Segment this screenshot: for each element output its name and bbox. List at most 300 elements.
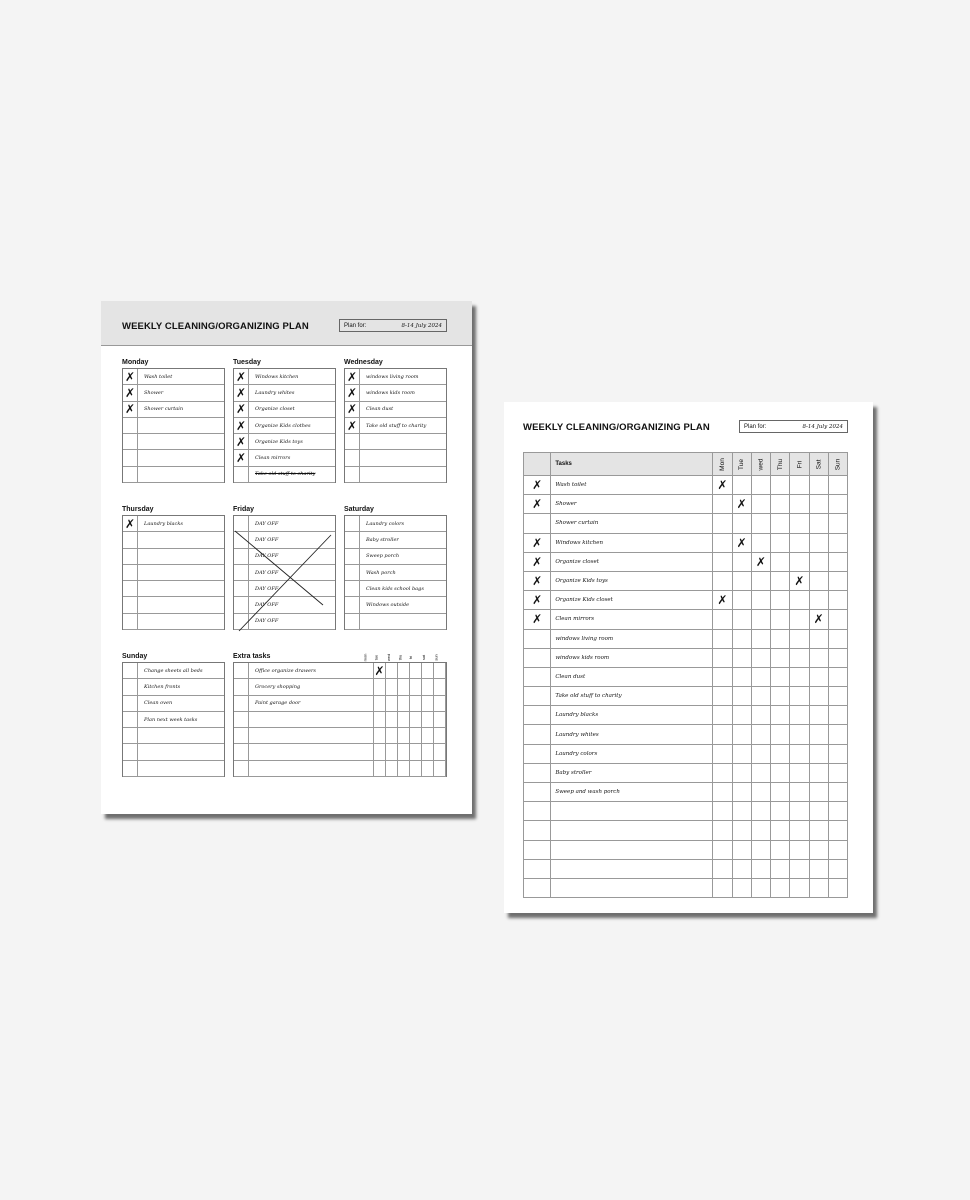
day-cell[interactable] [732, 533, 751, 552]
day-cell[interactable] [771, 648, 790, 667]
day-cell[interactable] [398, 761, 410, 776]
day-cell[interactable] [790, 476, 809, 495]
task-name[interactable]: Organize Kids toys [551, 571, 713, 590]
task-checkbox[interactable] [123, 581, 138, 596]
day-cell[interactable] [771, 591, 790, 610]
day-cell[interactable] [386, 712, 398, 727]
task-checkbox[interactable] [123, 597, 138, 612]
day-cell[interactable] [362, 761, 374, 776]
day-cell[interactable] [809, 763, 828, 782]
task-text[interactable]: Wash porch [366, 569, 396, 576]
task-text[interactable]: DAY OFF [255, 536, 279, 543]
task-done-checkbox[interactable] [524, 706, 551, 725]
day-cell[interactable] [434, 696, 446, 711]
task-checkbox[interactable] [123, 712, 138, 727]
day-cell[interactable] [809, 533, 828, 552]
day-cell[interactable] [771, 706, 790, 725]
task-checkbox[interactable] [234, 663, 249, 678]
day-cell[interactable] [828, 495, 847, 514]
day-cell[interactable] [790, 783, 809, 802]
day-cell[interactable] [809, 706, 828, 725]
task-text[interactable]: Windows outside [366, 602, 410, 609]
day-cell[interactable] [713, 476, 732, 495]
day-cell[interactable] [732, 821, 751, 840]
task-checkbox[interactable] [123, 549, 138, 564]
day-cell[interactable] [809, 591, 828, 610]
day-cell[interactable] [410, 761, 422, 776]
day-cell[interactable] [713, 725, 732, 744]
task-done-checkbox[interactable] [524, 687, 551, 706]
day-cell[interactable] [362, 744, 374, 759]
task-done-checkbox[interactable] [524, 552, 551, 571]
day-cell[interactable] [809, 744, 828, 763]
day-cell[interactable] [828, 725, 847, 744]
task-checkbox[interactable] [123, 696, 138, 711]
task-checkbox[interactable] [234, 744, 249, 759]
day-cell[interactable] [751, 744, 770, 763]
day-cell[interactable] [410, 744, 422, 759]
task-checkbox[interactable] [345, 385, 360, 400]
day-cell[interactable] [790, 878, 809, 897]
day-cell[interactable] [751, 878, 770, 897]
day-cell[interactable] [751, 591, 770, 610]
day-cell[interactable] [751, 859, 770, 878]
task-checkbox[interactable] [345, 581, 360, 596]
day-cell[interactable] [713, 648, 732, 667]
task-checkbox[interactable] [234, 434, 249, 449]
day-cell[interactable] [732, 802, 751, 821]
day-cell[interactable] [828, 821, 847, 840]
day-cell[interactable] [713, 706, 732, 725]
day-cell[interactable] [713, 878, 732, 897]
task-checkbox[interactable] [345, 532, 360, 547]
day-cell[interactable] [398, 679, 410, 694]
day-cell[interactable] [374, 744, 386, 759]
task-checkbox[interactable] [234, 369, 249, 384]
day-cell[interactable] [790, 763, 809, 782]
day-cell[interactable] [809, 840, 828, 859]
day-cell[interactable] [751, 706, 770, 725]
task-checkbox[interactable] [123, 418, 138, 433]
task-done-checkbox[interactable] [524, 571, 551, 590]
day-cell[interactable] [751, 687, 770, 706]
day-cell[interactable] [828, 571, 847, 590]
day-cell[interactable] [732, 476, 751, 495]
task-checkbox[interactable] [123, 744, 138, 759]
day-cell[interactable] [828, 629, 847, 648]
task-name[interactable]: Clean mirrors [551, 610, 713, 629]
task-done-checkbox[interactable] [524, 725, 551, 744]
task-name[interactable]: Laundry blacks [551, 706, 713, 725]
day-cell[interactable] [374, 712, 386, 727]
task-checkbox[interactable] [345, 565, 360, 580]
task-checkbox[interactable] [123, 565, 138, 580]
day-cell[interactable] [713, 667, 732, 686]
day-cell[interactable] [751, 648, 770, 667]
day-cell[interactable] [410, 696, 422, 711]
task-checkbox[interactable] [345, 369, 360, 384]
task-text[interactable]: Plan next week tasks [144, 716, 198, 723]
day-cell[interactable] [374, 663, 386, 678]
day-cell[interactable] [713, 802, 732, 821]
day-cell[interactable] [422, 744, 434, 759]
task-done-checkbox[interactable] [524, 878, 551, 897]
day-cell[interactable] [713, 514, 732, 533]
task-text[interactable]: DAY OFF [255, 520, 279, 527]
day-cell[interactable] [790, 495, 809, 514]
day-cell[interactable] [771, 629, 790, 648]
task-name[interactable]: Organize Kids closet [551, 591, 713, 610]
day-cell[interactable] [713, 591, 732, 610]
day-cell[interactable] [713, 610, 732, 629]
day-cell[interactable] [809, 610, 828, 629]
day-cell[interactable] [362, 679, 374, 694]
task-checkbox[interactable] [234, 467, 249, 482]
day-cell[interactable] [398, 728, 410, 743]
task-name[interactable]: Sweep and wash porch [551, 783, 713, 802]
day-cell[interactable] [790, 744, 809, 763]
day-cell[interactable] [713, 840, 732, 859]
day-cell[interactable] [771, 783, 790, 802]
day-cell[interactable] [434, 728, 446, 743]
task-done-checkbox[interactable] [524, 533, 551, 552]
task-done-checkbox[interactable] [524, 514, 551, 533]
day-cell[interactable] [732, 552, 751, 571]
task-text[interactable]: DAY OFF [255, 585, 279, 592]
day-cell[interactable] [713, 763, 732, 782]
day-cell[interactable] [732, 725, 751, 744]
task-checkbox[interactable] [123, 467, 138, 482]
task-checkbox[interactable] [123, 402, 138, 417]
task-text[interactable]: Clean kids school bags [366, 585, 424, 592]
task-name[interactable] [551, 802, 713, 821]
task-done-checkbox[interactable] [524, 629, 551, 648]
day-cell[interactable] [386, 761, 398, 776]
day-cell[interactable] [809, 859, 828, 878]
task-checkbox[interactable] [234, 450, 249, 465]
day-cell[interactable] [771, 476, 790, 495]
day-cell[interactable] [828, 783, 847, 802]
day-cell[interactable] [732, 667, 751, 686]
day-cell[interactable] [732, 783, 751, 802]
day-cell[interactable] [362, 728, 374, 743]
day-cell[interactable] [790, 533, 809, 552]
day-cell[interactable] [713, 783, 732, 802]
day-cell[interactable] [713, 571, 732, 590]
task-checkbox[interactable] [234, 712, 249, 727]
day-cell[interactable] [374, 696, 386, 711]
day-cell[interactable] [410, 712, 422, 727]
day-cell[interactable] [751, 552, 770, 571]
day-cell[interactable] [434, 663, 446, 678]
task-checkbox[interactable] [123, 679, 138, 694]
task-checkbox[interactable] [123, 434, 138, 449]
day-cell[interactable] [771, 495, 790, 514]
day-cell[interactable] [828, 667, 847, 686]
task-text[interactable]: Take old stuff to charity [366, 422, 427, 429]
day-cell[interactable] [751, 476, 770, 495]
day-cell[interactable] [732, 859, 751, 878]
day-cell[interactable] [751, 821, 770, 840]
day-cell[interactable] [434, 761, 446, 776]
day-cell[interactable] [828, 763, 847, 782]
task-checkbox[interactable] [123, 532, 138, 547]
task-text[interactable]: DAY OFF [255, 569, 279, 576]
day-cell[interactable] [828, 706, 847, 725]
day-cell[interactable] [771, 725, 790, 744]
day-cell[interactable] [809, 687, 828, 706]
task-text[interactable]: Grocery shopping [255, 683, 301, 690]
task-done-checkbox[interactable] [524, 591, 551, 610]
task-name[interactable]: Laundry colors [551, 744, 713, 763]
task-checkbox[interactable] [123, 728, 138, 743]
day-cell[interactable] [790, 610, 809, 629]
day-cell[interactable] [732, 840, 751, 859]
day-cell[interactable] [828, 552, 847, 571]
task-done-checkbox[interactable] [524, 840, 551, 859]
day-cell[interactable] [732, 744, 751, 763]
day-cell[interactable] [809, 821, 828, 840]
day-cell[interactable] [386, 728, 398, 743]
task-text[interactable]: Clean oven [144, 700, 173, 707]
day-cell[interactable] [771, 687, 790, 706]
task-done-checkbox[interactable] [524, 610, 551, 629]
day-cell[interactable] [828, 591, 847, 610]
task-checkbox[interactable] [234, 696, 249, 711]
task-done-checkbox[interactable] [524, 667, 551, 686]
day-cell[interactable] [362, 696, 374, 711]
day-cell[interactable] [751, 571, 770, 590]
day-cell[interactable] [790, 840, 809, 859]
task-name[interactable]: windows kids room [551, 648, 713, 667]
day-cell[interactable] [790, 591, 809, 610]
day-cell[interactable] [374, 728, 386, 743]
day-cell[interactable] [362, 663, 374, 678]
day-cell[interactable] [398, 744, 410, 759]
day-cell[interactable] [422, 696, 434, 711]
task-name[interactable]: Clean dust [551, 667, 713, 686]
day-cell[interactable] [732, 591, 751, 610]
task-checkbox[interactable] [123, 369, 138, 384]
day-cell[interactable] [732, 571, 751, 590]
day-cell[interactable] [398, 696, 410, 711]
day-cell[interactable] [732, 878, 751, 897]
day-cell[interactable] [751, 763, 770, 782]
task-name[interactable]: Shower [551, 495, 713, 514]
day-cell[interactable] [828, 802, 847, 821]
task-text[interactable]: Wash toilet [144, 373, 173, 380]
task-text[interactable]: Organize Kids clothes [255, 422, 311, 429]
day-cell[interactable] [828, 476, 847, 495]
day-cell[interactable] [828, 610, 847, 629]
day-cell[interactable] [790, 667, 809, 686]
day-cell[interactable] [713, 629, 732, 648]
day-cell[interactable] [751, 495, 770, 514]
task-done-checkbox[interactable] [524, 802, 551, 821]
day-cell[interactable] [713, 552, 732, 571]
task-checkbox[interactable] [345, 467, 360, 482]
task-checkbox[interactable] [234, 402, 249, 417]
day-cell[interactable] [751, 667, 770, 686]
day-cell[interactable] [732, 648, 751, 667]
task-checkbox[interactable] [345, 516, 360, 531]
task-text[interactable]: Organize Kids toys [255, 438, 303, 445]
day-cell[interactable] [809, 571, 828, 590]
day-cell[interactable] [751, 514, 770, 533]
task-checkbox[interactable] [345, 434, 360, 449]
day-cell[interactable] [713, 821, 732, 840]
day-cell[interactable] [713, 687, 732, 706]
day-cell[interactable] [771, 744, 790, 763]
day-cell[interactable] [422, 663, 434, 678]
day-cell[interactable] [374, 761, 386, 776]
day-cell[interactable] [790, 687, 809, 706]
task-name[interactable]: Laundry whites [551, 725, 713, 744]
day-cell[interactable] [771, 667, 790, 686]
day-cell[interactable] [434, 712, 446, 727]
day-cell[interactable] [398, 663, 410, 678]
task-checkbox[interactable] [345, 597, 360, 612]
day-cell[interactable] [732, 495, 751, 514]
task-text[interactable]: Laundry colors [366, 520, 405, 527]
task-name[interactable]: Organize closet [551, 552, 713, 571]
task-name[interactable]: windows living room [551, 629, 713, 648]
day-cell[interactable] [422, 728, 434, 743]
task-name[interactable] [551, 859, 713, 878]
day-cell[interactable] [771, 610, 790, 629]
day-cell[interactable] [790, 648, 809, 667]
task-checkbox[interactable] [234, 728, 249, 743]
day-cell[interactable] [828, 648, 847, 667]
task-text[interactable]: windows living room [366, 373, 419, 380]
task-checkbox[interactable] [123, 516, 138, 531]
task-name[interactable]: Take old stuff to charity [551, 687, 713, 706]
day-cell[interactable] [828, 859, 847, 878]
day-cell[interactable] [422, 712, 434, 727]
day-cell[interactable] [713, 533, 732, 552]
day-cell[interactable] [809, 648, 828, 667]
day-cell[interactable] [809, 495, 828, 514]
day-cell[interactable] [790, 706, 809, 725]
day-cell[interactable] [398, 712, 410, 727]
task-text[interactable]: Laundry blacks [144, 520, 183, 527]
day-cell[interactable] [751, 610, 770, 629]
day-cell[interactable] [771, 859, 790, 878]
day-cell[interactable] [732, 610, 751, 629]
day-cell[interactable] [809, 667, 828, 686]
task-text[interactable]: Sweep porch [366, 553, 400, 560]
task-text[interactable]: windows kids room [366, 389, 415, 396]
day-cell[interactable] [422, 679, 434, 694]
day-cell[interactable] [771, 571, 790, 590]
day-cell[interactable] [771, 840, 790, 859]
task-checkbox[interactable] [345, 549, 360, 564]
task-done-checkbox[interactable] [524, 476, 551, 495]
day-cell[interactable] [790, 514, 809, 533]
day-cell[interactable] [809, 552, 828, 571]
task-done-checkbox[interactable] [524, 783, 551, 802]
task-name[interactable]: Shower curtain [551, 514, 713, 533]
day-cell[interactable] [422, 761, 434, 776]
day-cell[interactable] [771, 802, 790, 821]
task-text[interactable]: Clean dust [366, 406, 394, 413]
task-name[interactable] [551, 840, 713, 859]
task-name[interactable]: Windows kitchen [551, 533, 713, 552]
task-text[interactable]: DAY OFF [255, 602, 279, 609]
task-checkbox[interactable] [234, 385, 249, 400]
task-text[interactable]: Laundry whites [255, 389, 295, 396]
task-text[interactable]: Baby stroller [366, 536, 399, 543]
day-cell[interactable] [751, 783, 770, 802]
day-cell[interactable] [386, 663, 398, 678]
task-text[interactable]: Kitchen fronts [144, 683, 181, 690]
task-checkbox[interactable] [123, 614, 138, 629]
task-text[interactable]: Organize closet [255, 406, 295, 413]
task-checkbox[interactable] [123, 663, 138, 678]
task-checkbox[interactable] [123, 450, 138, 465]
day-cell[interactable] [828, 840, 847, 859]
task-checkbox[interactable] [234, 679, 249, 694]
day-cell[interactable] [386, 744, 398, 759]
task-checkbox[interactable] [234, 418, 249, 433]
task-checkbox[interactable] [234, 761, 249, 776]
task-text[interactable]: DAY OFF [255, 618, 279, 625]
day-cell[interactable] [790, 821, 809, 840]
task-checkbox[interactable] [345, 450, 360, 465]
day-cell[interactable] [828, 514, 847, 533]
day-cell[interactable] [809, 802, 828, 821]
day-cell[interactable] [362, 712, 374, 727]
day-cell[interactable] [410, 663, 422, 678]
day-cell[interactable] [771, 878, 790, 897]
task-text[interactable]: Take old stuff to charity [255, 471, 316, 478]
day-cell[interactable] [732, 706, 751, 725]
task-done-checkbox[interactable] [524, 763, 551, 782]
day-cell[interactable] [434, 679, 446, 694]
task-text[interactable]: Shower [144, 389, 164, 396]
task-done-checkbox[interactable] [524, 821, 551, 840]
day-cell[interactable] [732, 629, 751, 648]
task-done-checkbox[interactable] [524, 495, 551, 514]
day-cell[interactable] [790, 859, 809, 878]
day-cell[interactable] [751, 802, 770, 821]
day-cell[interactable] [713, 859, 732, 878]
task-checkbox[interactable] [345, 614, 360, 629]
day-cell[interactable] [713, 495, 732, 514]
day-cell[interactable] [751, 840, 770, 859]
task-checkbox[interactable] [345, 418, 360, 433]
day-cell[interactable] [751, 629, 770, 648]
day-cell[interactable] [809, 878, 828, 897]
day-cell[interactable] [790, 629, 809, 648]
day-cell[interactable] [809, 629, 828, 648]
day-cell[interactable] [751, 725, 770, 744]
day-cell[interactable] [771, 514, 790, 533]
task-text[interactable]: Office organize drawers [255, 667, 316, 674]
day-cell[interactable] [374, 679, 386, 694]
task-name[interactable]: Wash toilet [551, 476, 713, 495]
task-text[interactable]: Clean mirrors [255, 455, 291, 462]
day-cell[interactable] [732, 687, 751, 706]
task-name[interactable]: Baby stroller [551, 763, 713, 782]
day-cell[interactable] [386, 696, 398, 711]
day-cell[interactable] [828, 744, 847, 763]
task-text[interactable]: DAY OFF [255, 553, 279, 560]
task-checkbox[interactable] [123, 761, 138, 776]
task-done-checkbox[interactable] [524, 744, 551, 763]
day-cell[interactable] [751, 533, 770, 552]
day-cell[interactable] [790, 802, 809, 821]
